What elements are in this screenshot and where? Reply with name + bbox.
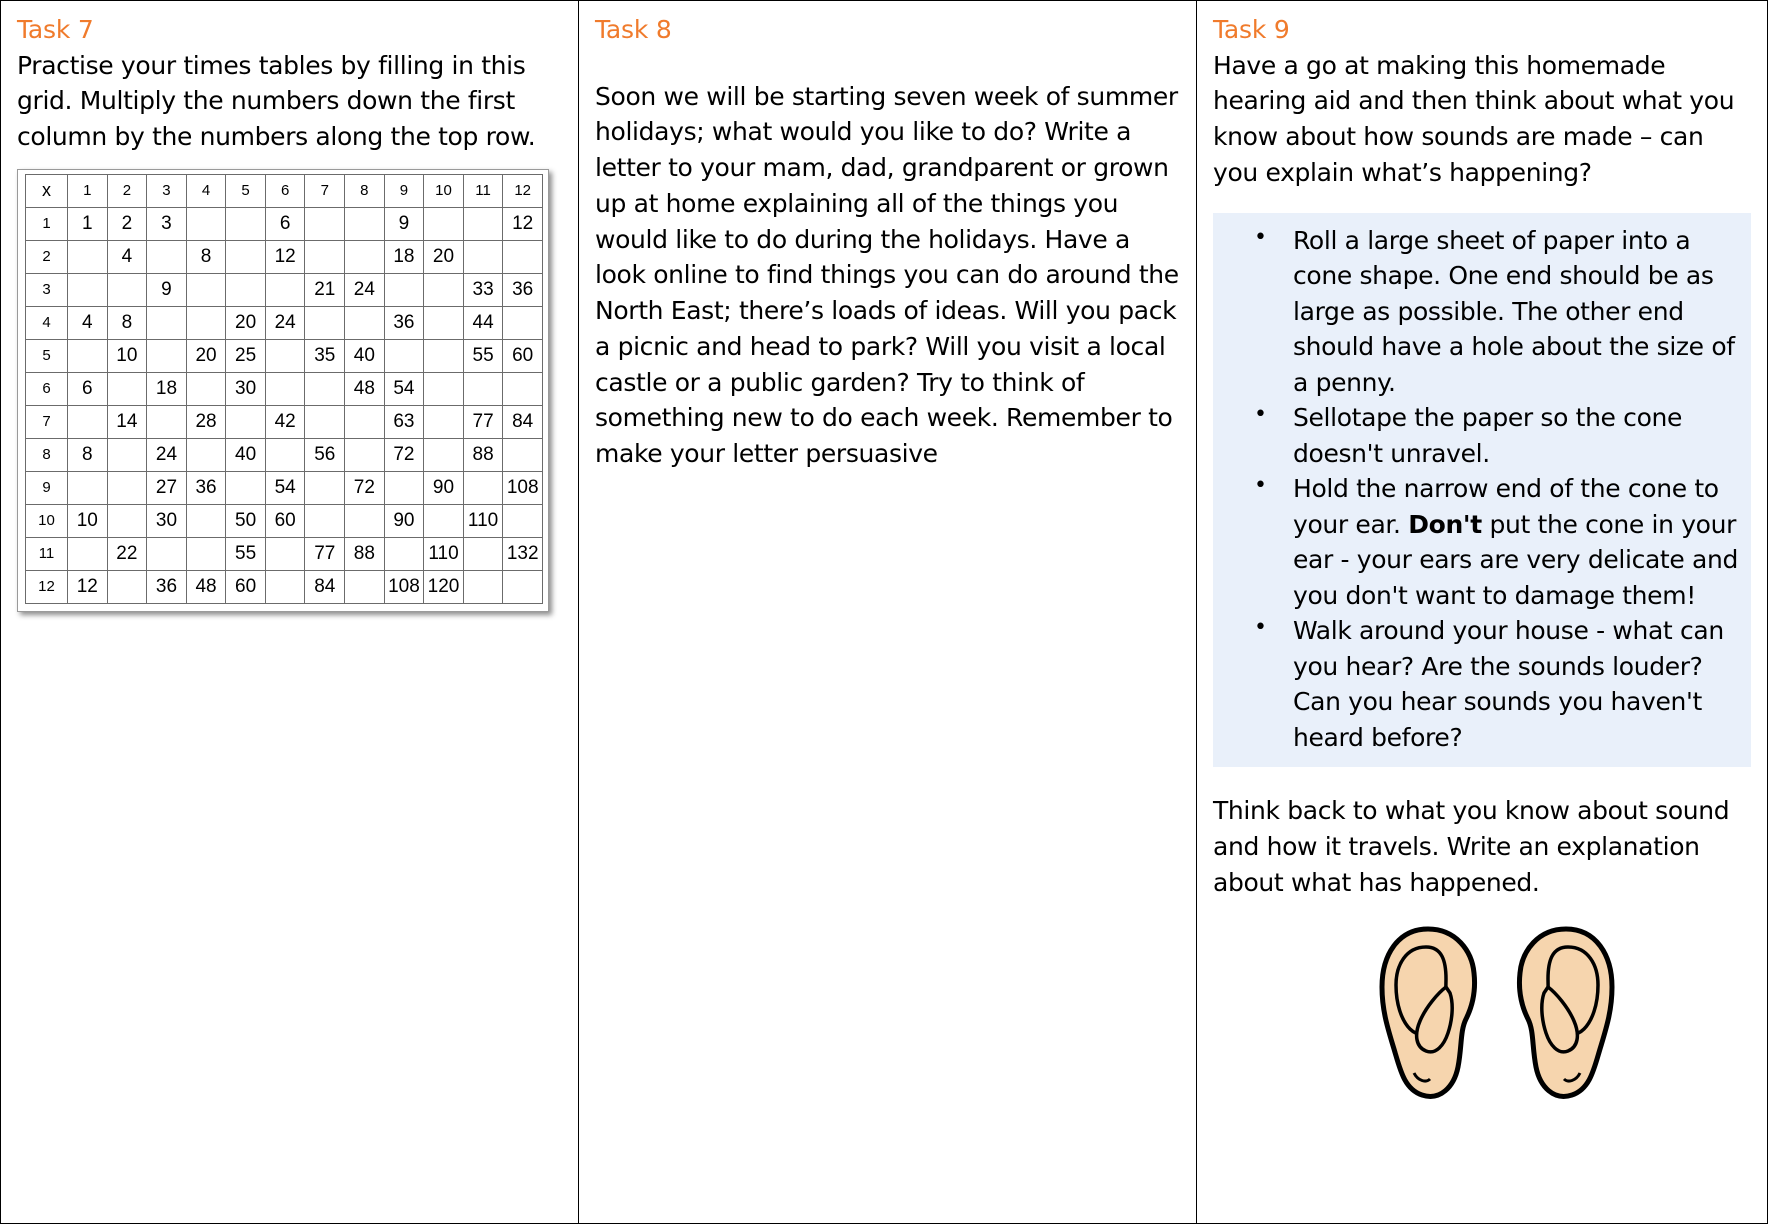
grid-cell[interactable]: 25: [226, 339, 266, 372]
grid-cell[interactable]: [186, 537, 226, 570]
times-table-grid-container: [17, 169, 549, 612]
task-9-column: [1197, 1, 1767, 1223]
grid-cell[interactable]: [463, 537, 503, 570]
grid-cell[interactable]: 10: [68, 504, 108, 537]
grid-cell[interactable]: [384, 471, 424, 504]
table-row: [26, 537, 543, 570]
grid-cell[interactable]: [265, 537, 305, 570]
grid-cell[interactable]: 77: [463, 405, 503, 438]
grid-cell[interactable]: [384, 537, 424, 570]
grid-cell[interactable]: [503, 372, 543, 405]
grid-cell[interactable]: 2: [107, 207, 147, 240]
grid-cell[interactable]: 33: [463, 273, 503, 306]
times-table-grid: [25, 174, 543, 604]
grid-column-header: 8: [345, 174, 385, 207]
grid-cell[interactable]: 12: [68, 570, 108, 603]
grid-cell[interactable]: [424, 207, 464, 240]
grid-cell[interactable]: 50: [226, 504, 266, 537]
grid-cell[interactable]: 10: [107, 339, 147, 372]
grid-cell[interactable]: [345, 570, 385, 603]
grid-cell[interactable]: 30: [147, 504, 187, 537]
grid-cell[interactable]: 54: [384, 372, 424, 405]
grid-cell[interactable]: [186, 306, 226, 339]
grid-cell[interactable]: 36: [186, 471, 226, 504]
grid-cell[interactable]: 63: [384, 405, 424, 438]
grid-column-header: 10: [424, 174, 464, 207]
grid-cell[interactable]: 42: [265, 405, 305, 438]
grid-cell[interactable]: [186, 207, 226, 240]
grid-cell[interactable]: [305, 372, 345, 405]
grid-cell[interactable]: 36: [147, 570, 187, 603]
grid-cell[interactable]: 28: [186, 405, 226, 438]
task-9-instructions: Have a go at making this homemade hearing aid and then think about what you know about how sounds are made – can you explain what’s happening?: [1213, 50, 1735, 187]
grid-column-header: 12: [503, 174, 543, 207]
grid-cell[interactable]: 48: [186, 570, 226, 603]
task-8-instructions: Soon we will be starting seven week of summer holidays; what would you like to do? Write a letter to your mam, dad, grandparent or grown up at home explaining all of the things you would like to do during the holidays. Have a look online to find things you can do around the North East; there’s loads of ideas. Will you pack a picnic and head to park? Will you visit a local castle or a public garden? Try to think of something new to do each week. Remember to make your letter persuasive: [595, 81, 1179, 468]
grid-cell[interactable]: 20: [226, 306, 266, 339]
grid-cell[interactable]: [503, 504, 543, 537]
grid-cell[interactable]: [384, 339, 424, 372]
grid-cell[interactable]: [226, 471, 266, 504]
grid-cell[interactable]: 77: [305, 537, 345, 570]
table-body: [26, 207, 543, 603]
grid-row-header: 5: [26, 339, 68, 372]
grid-column-header: 7: [305, 174, 345, 207]
grid-column-header: 6: [265, 174, 305, 207]
grid-cell[interactable]: 55: [226, 537, 266, 570]
grid-cell[interactable]: [265, 273, 305, 306]
grid-cell[interactable]: [503, 438, 543, 471]
grid-cell[interactable]: 88: [463, 438, 503, 471]
grid-cell[interactable]: [345, 207, 385, 240]
grid-cell[interactable]: [107, 372, 147, 405]
grid-row-header: 10: [26, 504, 68, 537]
grid-column-header: 3: [147, 174, 187, 207]
grid-cell[interactable]: [424, 405, 464, 438]
grid-cell[interactable]: [345, 306, 385, 339]
grid-cell[interactable]: 90: [384, 504, 424, 537]
right-ear-icon: [1514, 925, 1618, 1101]
grid-cell[interactable]: 24: [345, 273, 385, 306]
grid-cell[interactable]: 56: [305, 438, 345, 471]
grid-cell[interactable]: [107, 438, 147, 471]
grid-cell[interactable]: 88: [345, 537, 385, 570]
ears-illustration: [1213, 925, 1751, 1101]
grid-cell[interactable]: 35: [305, 339, 345, 372]
grid-cell[interactable]: [186, 273, 226, 306]
grid-cell[interactable]: 22: [107, 537, 147, 570]
grid-cell[interactable]: 12: [265, 240, 305, 273]
grid-cell[interactable]: 8: [68, 438, 108, 471]
grid-cell[interactable]: 60: [265, 504, 305, 537]
grid-cell[interactable]: [305, 207, 345, 240]
grid-cell[interactable]: 24: [147, 438, 187, 471]
table-header-row: [26, 174, 543, 207]
grid-cell[interactable]: 44: [463, 306, 503, 339]
grid-cell[interactable]: [503, 570, 543, 603]
table-row: [26, 405, 543, 438]
table-row: [26, 207, 543, 240]
list-item: • Roll a large sheet of paper into a cone shape. One end should be as large as possible. The other end should have a hole about the size of a penny.: [1293, 223, 1739, 401]
grid-cell[interactable]: [265, 339, 305, 372]
grid-column-header: 2: [107, 174, 147, 207]
grid-cell[interactable]: 110: [424, 537, 464, 570]
table-row: [26, 471, 543, 504]
left-ear-icon: [1376, 925, 1480, 1101]
grid-row-header: 7: [26, 405, 68, 438]
task-9-closing-text: Think back to what you know about sound and how it travels. Write an explanation about what has happened.: [1213, 796, 1730, 897]
grid-column-header: 4: [186, 174, 226, 207]
grid-cell[interactable]: 8: [107, 306, 147, 339]
table-row: [26, 240, 543, 273]
grid-cell[interactable]: [345, 504, 385, 537]
table-row: [26, 372, 543, 405]
grid-column-header: 5: [226, 174, 266, 207]
grid-cell[interactable]: [107, 273, 147, 306]
table-row: [26, 306, 543, 339]
grid-cell[interactable]: 48: [345, 372, 385, 405]
grid-cell[interactable]: 20: [186, 339, 226, 372]
grid-cell[interactable]: [345, 438, 385, 471]
grid-column-header: 9: [384, 174, 424, 207]
grid-cell[interactable]: 90: [424, 471, 464, 504]
task-7-instructions: Practise your times tables by filling in this grid. Multiply the numbers down the first column by the numbers along the top row.: [17, 50, 536, 151]
grid-cell[interactable]: 36: [503, 273, 543, 306]
grid-cell[interactable]: [147, 537, 187, 570]
grid-cell[interactable]: 40: [345, 339, 385, 372]
grid-cell[interactable]: 40: [226, 438, 266, 471]
grid-row-header: 1: [26, 207, 68, 240]
task-8-heading: Task 8: [595, 15, 672, 44]
task-9-heading: Task 9: [1213, 15, 1290, 44]
grid-cell[interactable]: 72: [345, 471, 385, 504]
grid-cell[interactable]: [305, 471, 345, 504]
grid-cell[interactable]: [107, 504, 147, 537]
grid-cell[interactable]: [68, 537, 108, 570]
table-row: [26, 273, 543, 306]
grid-row-header: 8: [26, 438, 68, 471]
list-item: • Hold the narrow end of the cone to your ear. Don't put the cone in your ear - your ears are very delicate and you don't want to damage them!: [1293, 471, 1739, 613]
grid-cell[interactable]: 72: [384, 438, 424, 471]
grid-cell[interactable]: [186, 372, 226, 405]
task-9-steps-list: [1217, 223, 1743, 756]
grid-row-header: 11: [26, 537, 68, 570]
table-row: [26, 438, 543, 471]
grid-cell[interactable]: 108: [503, 471, 543, 504]
grid-cell[interactable]: [384, 273, 424, 306]
grid-cell[interactable]: [107, 471, 147, 504]
grid-cell[interactable]: [265, 570, 305, 603]
grid-cell[interactable]: [345, 240, 385, 273]
grid-cell[interactable]: [226, 405, 266, 438]
grid-cell[interactable]: 54: [265, 471, 305, 504]
grid-cell[interactable]: [424, 306, 464, 339]
grid-cell[interactable]: 6: [68, 372, 108, 405]
grid-row-header: 12: [26, 570, 68, 603]
grid-cell[interactable]: [68, 240, 108, 273]
grid-row-header: 2: [26, 240, 68, 273]
grid-corner-label: x: [26, 174, 68, 207]
grid-cell[interactable]: 132: [503, 537, 543, 570]
grid-cell[interactable]: 4: [107, 240, 147, 273]
grid-cell[interactable]: [305, 240, 345, 273]
grid-cell[interactable]: [226, 207, 266, 240]
grid-cell[interactable]: 110: [463, 504, 503, 537]
grid-cell[interactable]: 18: [384, 240, 424, 273]
emphasis-dont: Don't: [1408, 509, 1482, 539]
grid-cell[interactable]: 84: [305, 570, 345, 603]
grid-cell[interactable]: [147, 405, 187, 438]
table-row: [26, 504, 543, 537]
grid-row-header: 9: [26, 471, 68, 504]
grid-cell[interactable]: 18: [147, 372, 187, 405]
grid-cell[interactable]: [186, 438, 226, 471]
task-8-column: [579, 1, 1197, 1223]
grid-cell[interactable]: [463, 471, 503, 504]
grid-cell[interactable]: [68, 339, 108, 372]
grid-cell[interactable]: 9: [384, 207, 424, 240]
grid-row-header: 6: [26, 372, 68, 405]
grid-cell[interactable]: [503, 240, 543, 273]
grid-cell[interactable]: [424, 372, 464, 405]
grid-cell[interactable]: 55: [463, 339, 503, 372]
grid-cell[interactable]: 14: [107, 405, 147, 438]
grid-cell[interactable]: 12: [503, 207, 543, 240]
list-item: • Sellotape the paper so the cone doesn't unravel.: [1293, 400, 1739, 471]
grid-cell[interactable]: 108: [384, 570, 424, 603]
grid-cell[interactable]: 30: [226, 372, 266, 405]
grid-cell[interactable]: 60: [503, 339, 543, 372]
grid-cell[interactable]: [265, 438, 305, 471]
grid-cell[interactable]: [424, 339, 464, 372]
grid-cell[interactable]: [147, 339, 187, 372]
grid-cell[interactable]: [463, 207, 503, 240]
grid-cell[interactable]: [424, 438, 464, 471]
grid-cell[interactable]: 84: [503, 405, 543, 438]
grid-cell[interactable]: 9: [147, 273, 187, 306]
grid-cell[interactable]: [463, 570, 503, 603]
grid-cell[interactable]: [107, 570, 147, 603]
grid-cell[interactable]: [424, 504, 464, 537]
grid-cell[interactable]: [68, 273, 108, 306]
grid-cell[interactable]: [265, 372, 305, 405]
grid-column-header: 1: [68, 174, 108, 207]
grid-cell[interactable]: [186, 504, 226, 537]
grid-cell[interactable]: 21: [305, 273, 345, 306]
grid-cell[interactable]: 27: [147, 471, 187, 504]
grid-cell[interactable]: [68, 471, 108, 504]
task-7-column: [1, 1, 579, 1223]
grid-cell[interactable]: [226, 240, 266, 273]
table-row: [26, 570, 543, 603]
grid-cell[interactable]: 120: [424, 570, 464, 603]
grid-cell[interactable]: 24: [265, 306, 305, 339]
grid-cell[interactable]: [147, 306, 187, 339]
grid-cell[interactable]: 8: [186, 240, 226, 273]
list-item: • Walk around your house - what can you hear? Are the sounds louder? Can you hear sounds you haven't heard before?: [1293, 613, 1739, 755]
grid-cell[interactable]: 60: [226, 570, 266, 603]
grid-cell[interactable]: [68, 405, 108, 438]
grid-cell[interactable]: [305, 405, 345, 438]
grid-cell[interactable]: 4: [68, 306, 108, 339]
grid-cell[interactable]: 3: [147, 207, 187, 240]
grid-column-header: 11: [463, 174, 503, 207]
task-7-heading: Task 7: [17, 15, 94, 44]
grid-cell[interactable]: [147, 240, 187, 273]
grid-cell[interactable]: 1: [68, 207, 108, 240]
grid-cell[interactable]: 20: [424, 240, 464, 273]
grid-cell[interactable]: [305, 306, 345, 339]
grid-row-header: 4: [26, 306, 68, 339]
grid-cell[interactable]: [305, 504, 345, 537]
table-row: [26, 339, 543, 372]
task-9-steps-box: [1213, 213, 1751, 768]
grid-row-header: 3: [26, 273, 68, 306]
grid-cell[interactable]: 36: [384, 306, 424, 339]
grid-cell[interactable]: 6: [265, 207, 305, 240]
grid-cell[interactable]: [503, 306, 543, 339]
grid-cell[interactable]: [424, 273, 464, 306]
grid-cell[interactable]: [226, 273, 266, 306]
grid-cell[interactable]: [463, 372, 503, 405]
grid-cell[interactable]: [345, 405, 385, 438]
grid-cell[interactable]: [463, 240, 503, 273]
